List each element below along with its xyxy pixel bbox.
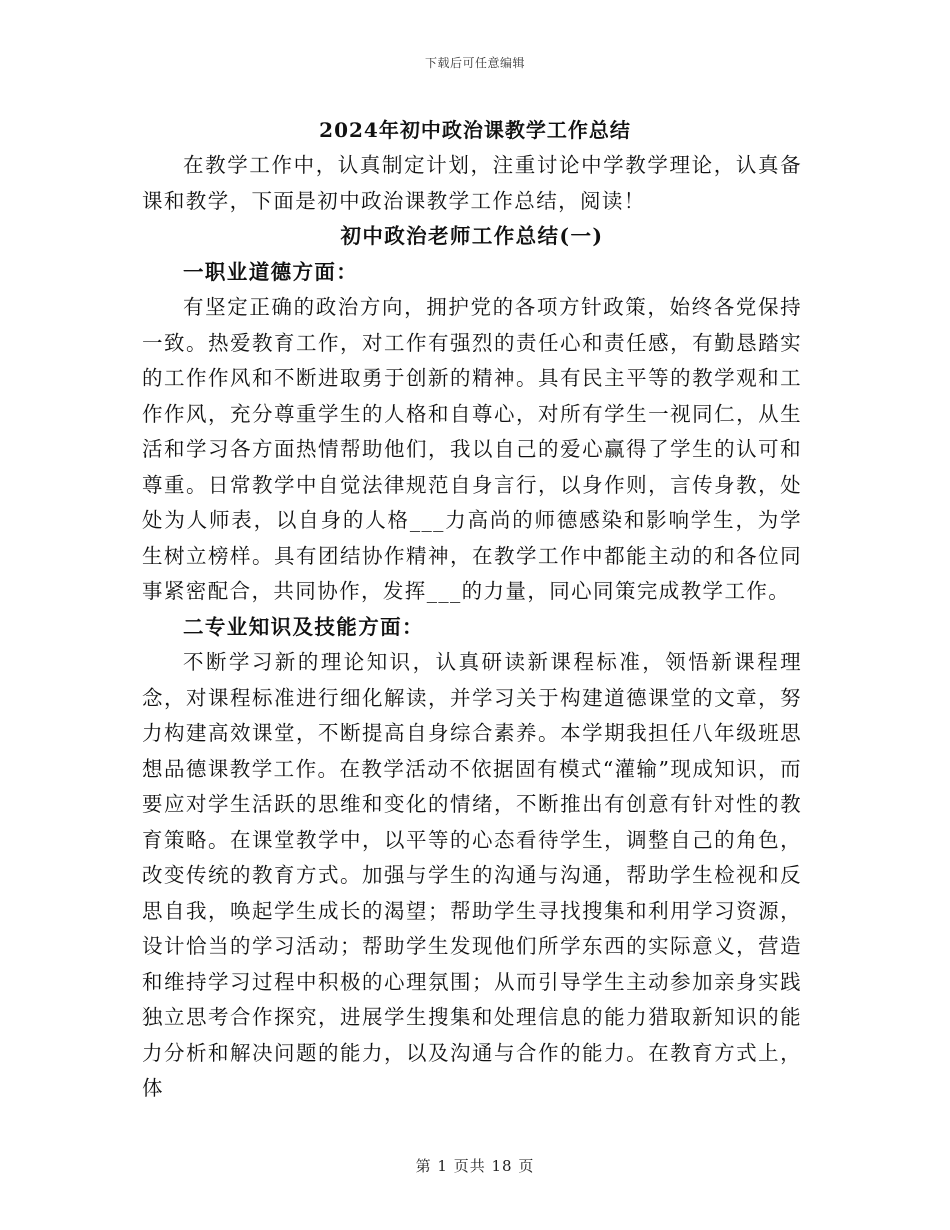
document-body	[142, 148, 802, 1107]
document-title: 2024年初中政治课教学工作总结	[319, 118, 631, 142]
heading-professional-knowledge: 二专业知识及技能方面：	[183, 614, 424, 639]
paragraph-professional-ethics: 有坚定正确的政治方向，拥护党的各项方针政策，始终各党保持一致。热爱教育工作，对工作有强烈的责任心和责任感，有勤恳踏实的工作作风和不断进取勇于创新的精神。具有民主平等的教学观和工作作风，充分尊重学生的人格和自尊心，对所有学生一视同仁，从生活和学习各方面热情帮助他们，我以自己的爱心赢得了学生的认可和尊重。日常教学中自觉法律规范自身言行，以身作则，言传身教，处处为人师表，以自身的人格___力高尚的师德感染和影响学生，为学生树立榜样。具有团结协作精神，在教学工作中都能主动的和各位同事紧密配合，共同协作，发挥___的力量，同心同策完成教学工作。	[142, 295, 802, 603]
paragraph-professional-knowledge: 不断学习新的理论知识，认真研读新课程标准，领悟新课程理念，对课程标准进行细化解读，并学习关于构建道德课堂的文章，努力构建高效课堂，不断提高自身综合素养。本学期我担任八年级班思想品德课教学工作。在教学活动不依据固有模式“灌输”现成知识，而要应对学生活跃的思维和变化的情绪，不断推出有创意有针对性的教育策略。在课堂教学中，以平等的心态看待学生，调整自己的角色，改变传统的教育方式。加强与学生的沟通与沟通，帮助学生检视和反思自我，唤起学生成长的渴望；帮助学生寻找搜集和利用学习资源，设计恰当的学习活动；帮助学生发现他们所学东西的实际意义，营造和维持学习过程中积极的心理氛围；从而引导学生主动参加亲身实践独立思考合作探究，进展学生搜集和处理信息的能力猎取新知识的能力分析和解决问题的能力，以及沟通与合作的能力。在教育方式上，体	[142, 650, 802, 1100]
heading-professional-ethics: 一职业道德方面：	[183, 259, 359, 284]
page-number-footer: 第 1 页共 18 页	[415, 1157, 535, 1175]
intro-paragraph: 在教学工作中，认真制定计划，注重讨论中学教学理论，认真备课和教学，下面是初中政治课教学工作总结，阅读！	[142, 153, 802, 213]
header-note: 下载后可任意编辑	[424, 56, 525, 70]
section-title: 初中政治老师工作总结(一)	[340, 224, 604, 248]
